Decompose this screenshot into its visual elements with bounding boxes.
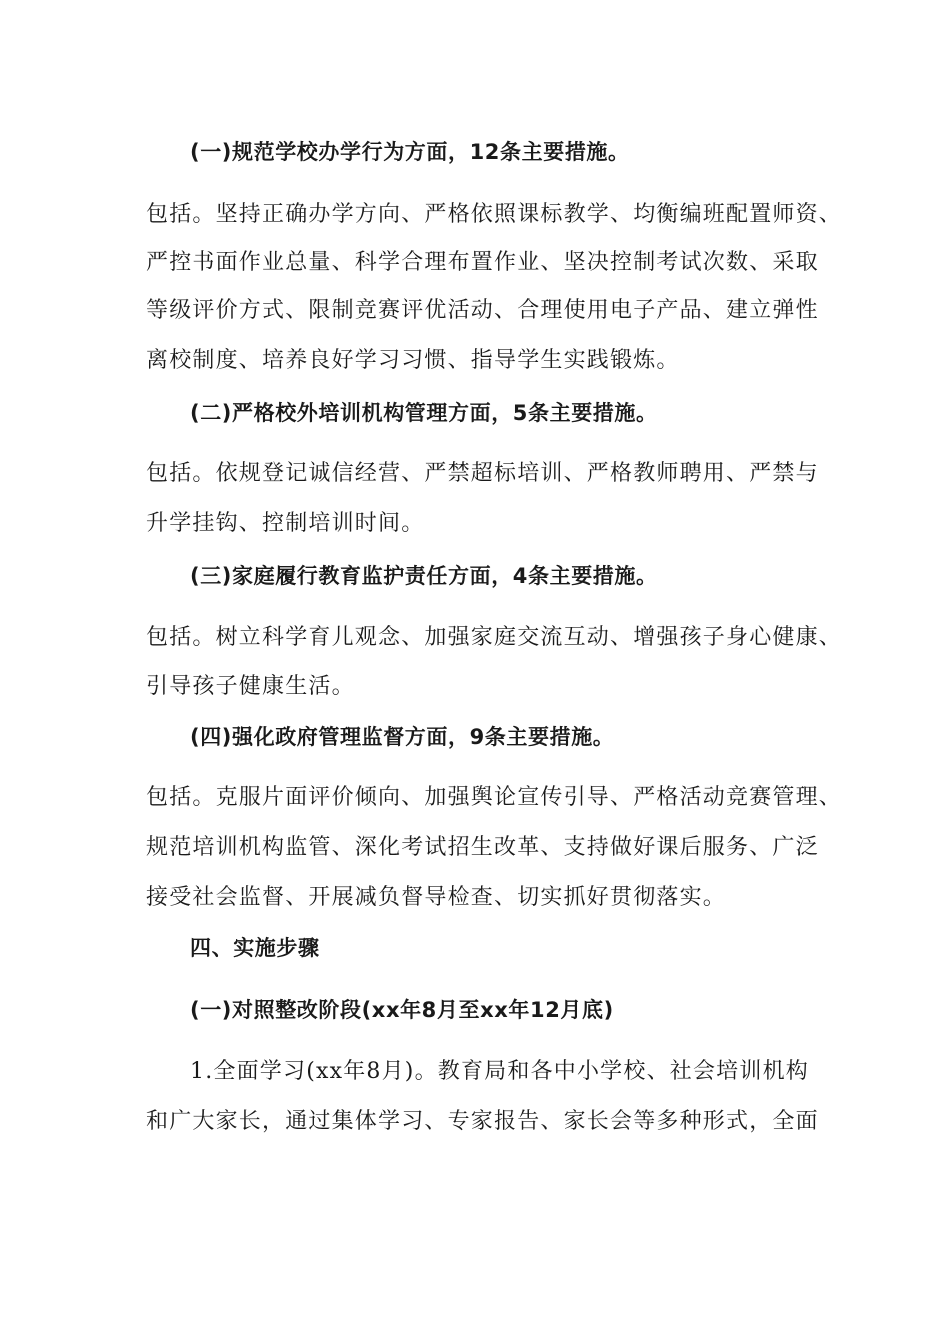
- paragraph-line: 离校制度、培养良好学习习惯、指导学生实践锻炼。: [146, 348, 680, 373]
- paragraph-line: 1.全面学习(xx年8月)。教育局和各中小学校、社会培训机构: [190, 1059, 809, 1084]
- section-heading-1: (一)规范学校办学行为方面，12条主要措施。: [190, 140, 630, 164]
- paragraph-line: 升学挂钩、控制培训时间。: [146, 511, 425, 536]
- paragraph-line: 和广大家长，通过集体学习、专家报告、家长会等多种形式，全面: [146, 1109, 819, 1134]
- paragraph-line: 包括。依规登记诚信经营、严禁超标培训、严格教师聘用、严禁与: [146, 461, 819, 486]
- paragraph-line: 等级评价方式、限制竞赛评优活动、合理使用电子产品、建立弹性: [146, 298, 819, 323]
- paragraph-line: 包括。克服片面评价倾向、加强舆论宣传引导、严格活动竞赛管理、: [146, 785, 843, 810]
- subsection-heading: (一)对照整改阶段(xx年8月至xx年12月底): [190, 998, 614, 1022]
- paragraph-line: 包括。树立科学育儿观念、加强家庭交流互动、增强孩子身心健康、: [146, 625, 843, 650]
- paragraph-line: 接受社会监督、开展减负督导检查、切实抓好贯彻落实。: [146, 885, 727, 910]
- paragraph-line: 严控书面作业总量、科学合理布置作业、坚决控制考试次数、采取: [146, 250, 819, 275]
- section-heading-2: (二)严格校外培训机构管理方面，5条主要措施。: [190, 401, 658, 425]
- section-heading-4: (四)强化政府管理监督方面，9条主要措施。: [190, 725, 615, 749]
- section-heading-3: (三)家庭履行教育监护责任方面，4条主要措施。: [190, 564, 658, 588]
- paragraph-line: 引导孩子健康生活。: [146, 674, 355, 699]
- paragraph-line: 规范培训机构监管、深化考试招生改革、支持做好课后服务、广泛: [146, 835, 819, 860]
- chapter-heading: 四、实施步骤: [190, 936, 320, 960]
- paragraph-line: 包括。坚持正确办学方向、严格依照课标教学、均衡编班配置师资、: [146, 202, 843, 227]
